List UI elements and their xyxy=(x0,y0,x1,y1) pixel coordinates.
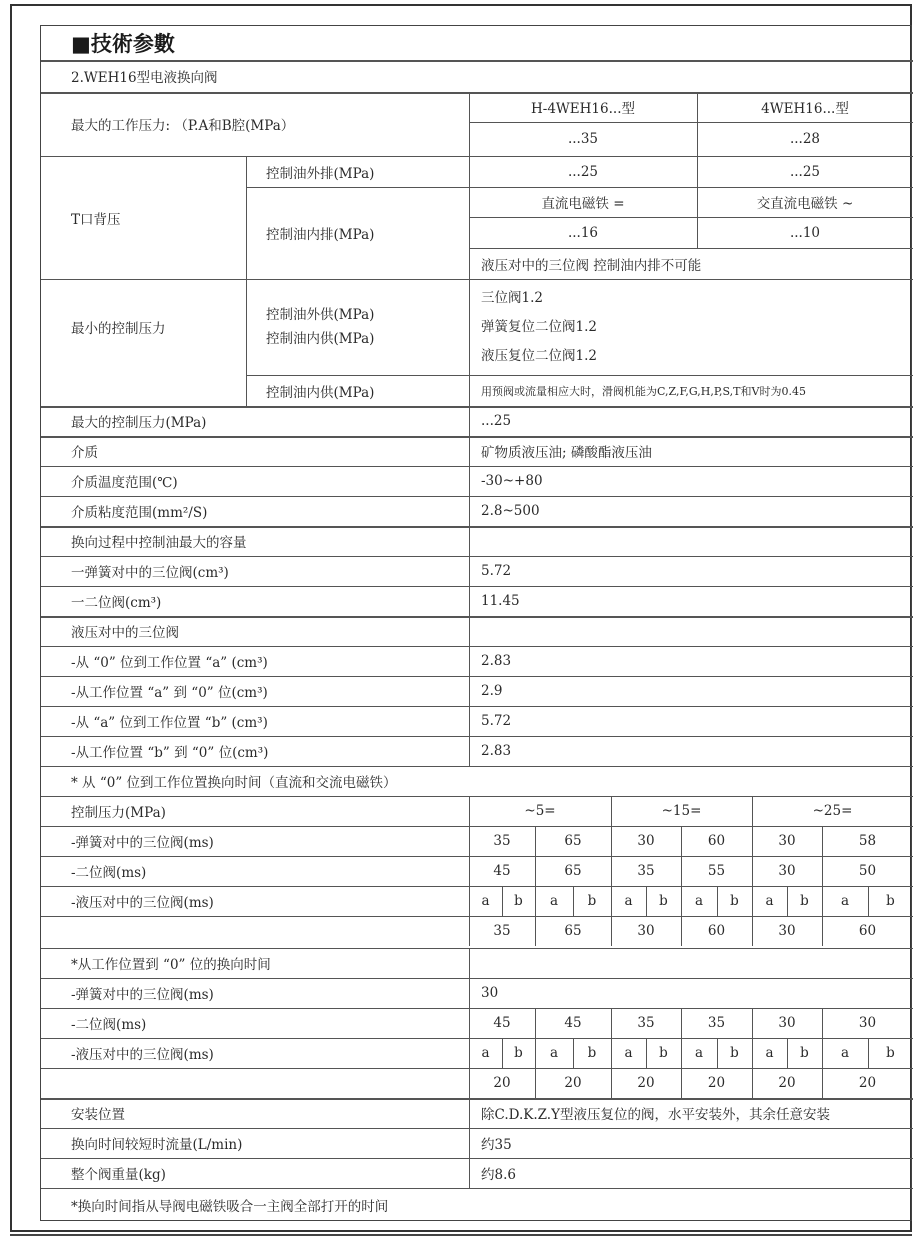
off-two-position-value: 35 xyxy=(637,1015,655,1031)
on-spring-centered-value: 60 xyxy=(707,833,726,849)
column-divider xyxy=(502,886,503,916)
column-divider xyxy=(822,1068,823,1098)
column-divider xyxy=(646,1038,647,1068)
off-two-position-value: 30 xyxy=(858,1015,877,1031)
column-divider xyxy=(868,1038,869,1068)
column-divider xyxy=(469,586,470,616)
column-divider xyxy=(787,886,788,916)
column-divider xyxy=(611,916,612,946)
column-divider xyxy=(535,886,536,916)
position-a-label: a xyxy=(840,1045,850,1061)
column-divider xyxy=(717,1038,718,1068)
off-hydraulic-centered-value: 20 xyxy=(778,1075,796,1091)
spec-row-label: 介质温度范围(℃) xyxy=(71,475,178,491)
off-spring-centered-value: 30 xyxy=(481,985,499,1001)
off-two-position-label: -二位阀(ms) xyxy=(71,1017,147,1033)
position-a-label: a xyxy=(765,1045,774,1061)
column-divider xyxy=(469,1038,470,1068)
on-two-position-value: 35 xyxy=(637,863,655,879)
column-divider xyxy=(469,406,470,436)
on-hydraulic-centered-value: 60 xyxy=(707,923,726,939)
spec-row-label: -从 “0” 位到工作位置 “a” (cm³) xyxy=(71,655,268,671)
column-divider xyxy=(822,886,823,916)
column-divider xyxy=(469,436,470,466)
position-a-label: a xyxy=(624,893,633,909)
on-spring-centered-value: 30 xyxy=(778,833,796,849)
min-control-pressure-label: 最小的控制压力 xyxy=(71,321,166,337)
min-control-pressure-value: 三位阀1.2 xyxy=(481,289,543,306)
position-a-label: a xyxy=(481,893,490,909)
on-two-position-label: -二位阀(ms) xyxy=(71,865,147,881)
column-divider xyxy=(681,826,682,856)
min-control-pressure-value: 弹簧复位二位阀1.2 xyxy=(481,318,597,335)
max-pressure-h4weh16: ...35 xyxy=(567,131,599,147)
off-hydraulic-centered-label: -液压对中的三位阀(ms) xyxy=(71,1047,214,1063)
column-divider xyxy=(469,92,470,156)
column-divider xyxy=(535,916,536,946)
spec-row-value xyxy=(469,616,913,646)
min-control-pressure-values xyxy=(469,279,913,375)
spec-row-value: ...25 xyxy=(481,413,512,429)
column-divider xyxy=(681,1008,682,1038)
on-spring-centered-value: 58 xyxy=(858,833,877,849)
on-spring-centered-value: 65 xyxy=(564,833,582,849)
spec-row-value: -30~+80 xyxy=(481,473,543,489)
column-divider xyxy=(469,466,470,496)
column-divider xyxy=(573,1038,574,1068)
column-divider xyxy=(697,92,698,156)
column-divider xyxy=(469,706,470,736)
column-divider xyxy=(717,886,718,916)
internal-drain-col1: ...16 xyxy=(567,224,599,241)
column-divider xyxy=(469,978,470,1008)
off-two-position-value: 35 xyxy=(707,1015,726,1031)
footer-row-label: 换向时间较短时流量(L/min) xyxy=(71,1137,243,1153)
position-b-label: b xyxy=(730,893,739,909)
on-hydraulic-centered-value: 60 xyxy=(858,923,877,939)
column-divider xyxy=(752,1008,753,1038)
pressure-header: ~5= xyxy=(524,803,556,819)
on-spring-centered-label: -弹簧对中的三位阀(ms) xyxy=(71,835,214,851)
spec-row-label: 介质 xyxy=(71,445,98,461)
on-hydraulic-centered-value: 65 xyxy=(564,923,582,939)
column-divider xyxy=(469,526,470,556)
off-spring-centered-label: -弹簧对中的三位阀(ms) xyxy=(71,987,214,1003)
column-divider xyxy=(611,1038,612,1068)
footer-row-label: 安装位置 xyxy=(71,1107,125,1123)
spec-table xyxy=(40,25,912,1221)
internal-supply-label: 控制油内供(MPa) xyxy=(266,384,375,401)
on-spring-centered-value: 35 xyxy=(493,833,511,849)
position-b-label: b xyxy=(800,893,809,909)
column-divider xyxy=(868,886,869,916)
footer-row-label: 整个阀重量(kg) xyxy=(71,1167,166,1183)
internal-drain-label: 控制油内排(MPa) xyxy=(266,227,375,243)
column-divider xyxy=(752,1038,753,1068)
pressure-header: ~15= xyxy=(661,803,702,819)
off-hydraulic-centered-value: 20 xyxy=(493,1075,511,1091)
column-divider xyxy=(469,1158,470,1188)
section-subtitle: 2.WEH16型电液换向阀 xyxy=(71,70,218,86)
switch-off-time-section: *从工作位置到 “0” 位的换向时间 xyxy=(71,957,271,973)
column-divider xyxy=(822,1008,823,1038)
column-divider xyxy=(681,1068,682,1098)
column-divider xyxy=(469,676,470,706)
spec-row-label: -从 “a” 位到工作位置 “b” (cm³) xyxy=(71,715,268,731)
column-divider xyxy=(535,1008,536,1038)
column-divider xyxy=(535,856,536,886)
column-divider xyxy=(469,1008,470,1038)
control-pressure-label: 控制压力(MPa) xyxy=(71,805,166,821)
spec-row-value: 矿物质液压油; 磷酸酯液压油 xyxy=(481,445,652,461)
column-divider xyxy=(535,826,536,856)
column-divider xyxy=(469,496,470,526)
off-hydraulic-centered-value: 20 xyxy=(858,1075,877,1091)
position-a-label: a xyxy=(765,893,774,909)
position-b-label: b xyxy=(587,893,597,909)
off-hydraulic-centered-value: 20 xyxy=(564,1075,582,1091)
spec-row-value: 2.83 xyxy=(481,743,512,759)
external-drain-col2: ...25 xyxy=(789,163,821,180)
column-divider xyxy=(469,1098,470,1128)
position-a-label: a xyxy=(549,893,559,909)
spec-row-value xyxy=(469,526,913,556)
position-a-label: a xyxy=(694,893,704,909)
on-hydraulic-centered-label: -液压对中的三位阀(ms) xyxy=(71,895,214,911)
position-a-label: a xyxy=(840,893,850,909)
off-two-position-value: 45 xyxy=(493,1015,511,1031)
column-divider xyxy=(469,736,470,766)
off-hydraulic-centered-value: 20 xyxy=(637,1075,655,1091)
column-divider xyxy=(822,826,823,856)
column-divider xyxy=(752,1068,753,1098)
column-divider xyxy=(611,886,612,916)
dc-solenoid-header: 直流电磁铁 = xyxy=(541,196,625,212)
position-b-label: b xyxy=(886,893,895,909)
column-divider xyxy=(611,826,612,856)
internal-drain-note: 液压对中的三位阀 控制油内排不可能 xyxy=(481,257,702,274)
column-divider xyxy=(469,556,470,586)
column-divider xyxy=(611,856,612,886)
column-divider xyxy=(822,916,823,946)
column-divider xyxy=(469,826,470,856)
spec-row-label: 一二位阀(cm³) xyxy=(71,595,162,611)
spec-row-value: 5.72 xyxy=(481,563,512,579)
position-b-label: b xyxy=(659,1045,668,1061)
column-divider xyxy=(822,856,823,886)
spec-row-value: 2.83 xyxy=(481,653,512,669)
position-b-label: b xyxy=(800,1045,809,1061)
column-divider xyxy=(697,156,698,248)
footer-row-value: 约35 xyxy=(481,1137,512,1153)
column-divider xyxy=(752,826,753,856)
on-two-position-value: 50 xyxy=(858,863,877,879)
footer-row-value: 除C.D.K.Z.Y型液压复位的阀，水平安装外，其余任意安装 xyxy=(481,1107,830,1123)
on-spring-centered-value: 30 xyxy=(637,833,655,849)
on-two-position-value: 65 xyxy=(564,863,582,879)
model-header-h4weh16: H-4WEH16...型 xyxy=(531,101,635,117)
off-hydraulic-centered-value: 20 xyxy=(707,1075,726,1091)
column-divider xyxy=(502,1038,503,1068)
max-pressure-4weh16: ...28 xyxy=(789,131,821,147)
spec-row-label: -从工作位置 “a” 到 “0” 位(cm³) xyxy=(71,685,268,701)
column-divider xyxy=(469,616,470,646)
position-a-label: a xyxy=(481,1045,490,1061)
column-divider xyxy=(752,796,753,826)
position-a-label: a xyxy=(694,1045,704,1061)
column-divider xyxy=(469,886,470,916)
column-divider xyxy=(535,1068,536,1098)
column-divider xyxy=(469,916,470,946)
position-b-label: b xyxy=(886,1045,895,1061)
on-hydraulic-centered-value: 30 xyxy=(778,923,796,939)
page-title: ■技術参數 xyxy=(71,32,175,56)
on-hydraulic-centered-value: 35 xyxy=(493,923,511,939)
position-a-label: a xyxy=(624,1045,633,1061)
column-divider xyxy=(611,796,612,826)
footnote: *换向时间指从导阀电磁铁吸合一主阀全部打开的时间 xyxy=(71,1199,389,1215)
position-b-label: b xyxy=(659,893,668,909)
column-divider xyxy=(611,1068,612,1098)
position-b-label: b xyxy=(514,1045,523,1061)
column-divider xyxy=(535,1038,536,1068)
column-divider xyxy=(646,886,647,916)
column-divider xyxy=(822,1038,823,1068)
column-divider xyxy=(611,1008,612,1038)
bottom-rule xyxy=(10,1234,912,1236)
column-divider xyxy=(787,1038,788,1068)
position-b-label: b xyxy=(587,1045,597,1061)
on-two-position-value: 30 xyxy=(778,863,796,879)
ac-dc-solenoid-header: 交直流电磁铁 ~ xyxy=(756,196,854,212)
spec-row-label: -从工作位置 “b” 到 “0” 位(cm³) xyxy=(71,745,269,761)
column-divider xyxy=(681,886,682,916)
column-divider xyxy=(681,1038,682,1068)
pressure-header: ~25= xyxy=(812,803,853,819)
on-two-position-value: 45 xyxy=(493,863,511,879)
column-divider xyxy=(752,916,753,946)
spec-row-value: 2.9 xyxy=(481,683,503,699)
internal-supply-value: 用预阀或流量相应大时，滑阀机能为C,Z,F,G,H,P,S,T和V时为0.45 xyxy=(481,384,806,398)
column-divider xyxy=(469,646,470,676)
spec-row-label: 换向过程中控制油最大的容量 xyxy=(71,535,247,551)
supply-label: 控制油外供(MPa) xyxy=(266,307,375,323)
spec-row-value: 11.45 xyxy=(481,593,520,609)
off-two-position-value: 45 xyxy=(564,1015,582,1031)
off-two-position-value: 30 xyxy=(778,1015,796,1031)
external-drain-label: 控制油外排(MPa) xyxy=(266,165,375,182)
spec-row-value: 2.8~500 xyxy=(481,503,540,519)
external-drain-col1: ...25 xyxy=(567,163,599,180)
position-b-label: b xyxy=(514,893,523,909)
column-divider xyxy=(752,886,753,916)
model-header-4weh16: 4WEH16...型 xyxy=(761,101,849,117)
position-a-label: a xyxy=(549,1045,559,1061)
on-two-position-value: 55 xyxy=(707,863,726,879)
t-port-back-pressure-label: T口背压 xyxy=(71,211,121,228)
column-divider xyxy=(469,1128,470,1158)
spec-row-label: 介质粘度范围(mm²/S) xyxy=(71,505,208,521)
spec-row-label: 一弹簧对中的三位阀(cm³) xyxy=(71,565,229,581)
column-divider xyxy=(469,856,470,886)
footer-row-value: 约8.6 xyxy=(481,1167,516,1183)
column-divider xyxy=(681,856,682,886)
column-divider xyxy=(469,948,470,978)
internal-drain-col2: ...10 xyxy=(789,224,821,241)
column-divider xyxy=(752,856,753,886)
max-working-pressure-label: 最大的工作压力: （P.A和B腔(MPa） xyxy=(71,118,295,134)
spec-row-label: 液压对中的三位阀 xyxy=(71,625,179,641)
supply-labels xyxy=(246,279,469,375)
column-divider xyxy=(469,796,470,826)
column-divider xyxy=(681,916,682,946)
column-divider xyxy=(573,886,574,916)
supply-label: 控制油内供(MPa) xyxy=(266,331,375,347)
column-divider xyxy=(469,1068,470,1098)
on-hydraulic-centered-value: 30 xyxy=(637,923,655,939)
spec-row-label: 最大的控制压力(MPa) xyxy=(71,415,207,431)
position-b-label: b xyxy=(730,1045,739,1061)
spec-row-value: 5.72 xyxy=(481,713,512,729)
min-control-pressure-value: 液压复位二位阀1.2 xyxy=(481,347,597,364)
switch-on-time-section: * 从 “0” 位到工作位置换向时间（直流和交流电磁铁） xyxy=(71,775,397,791)
